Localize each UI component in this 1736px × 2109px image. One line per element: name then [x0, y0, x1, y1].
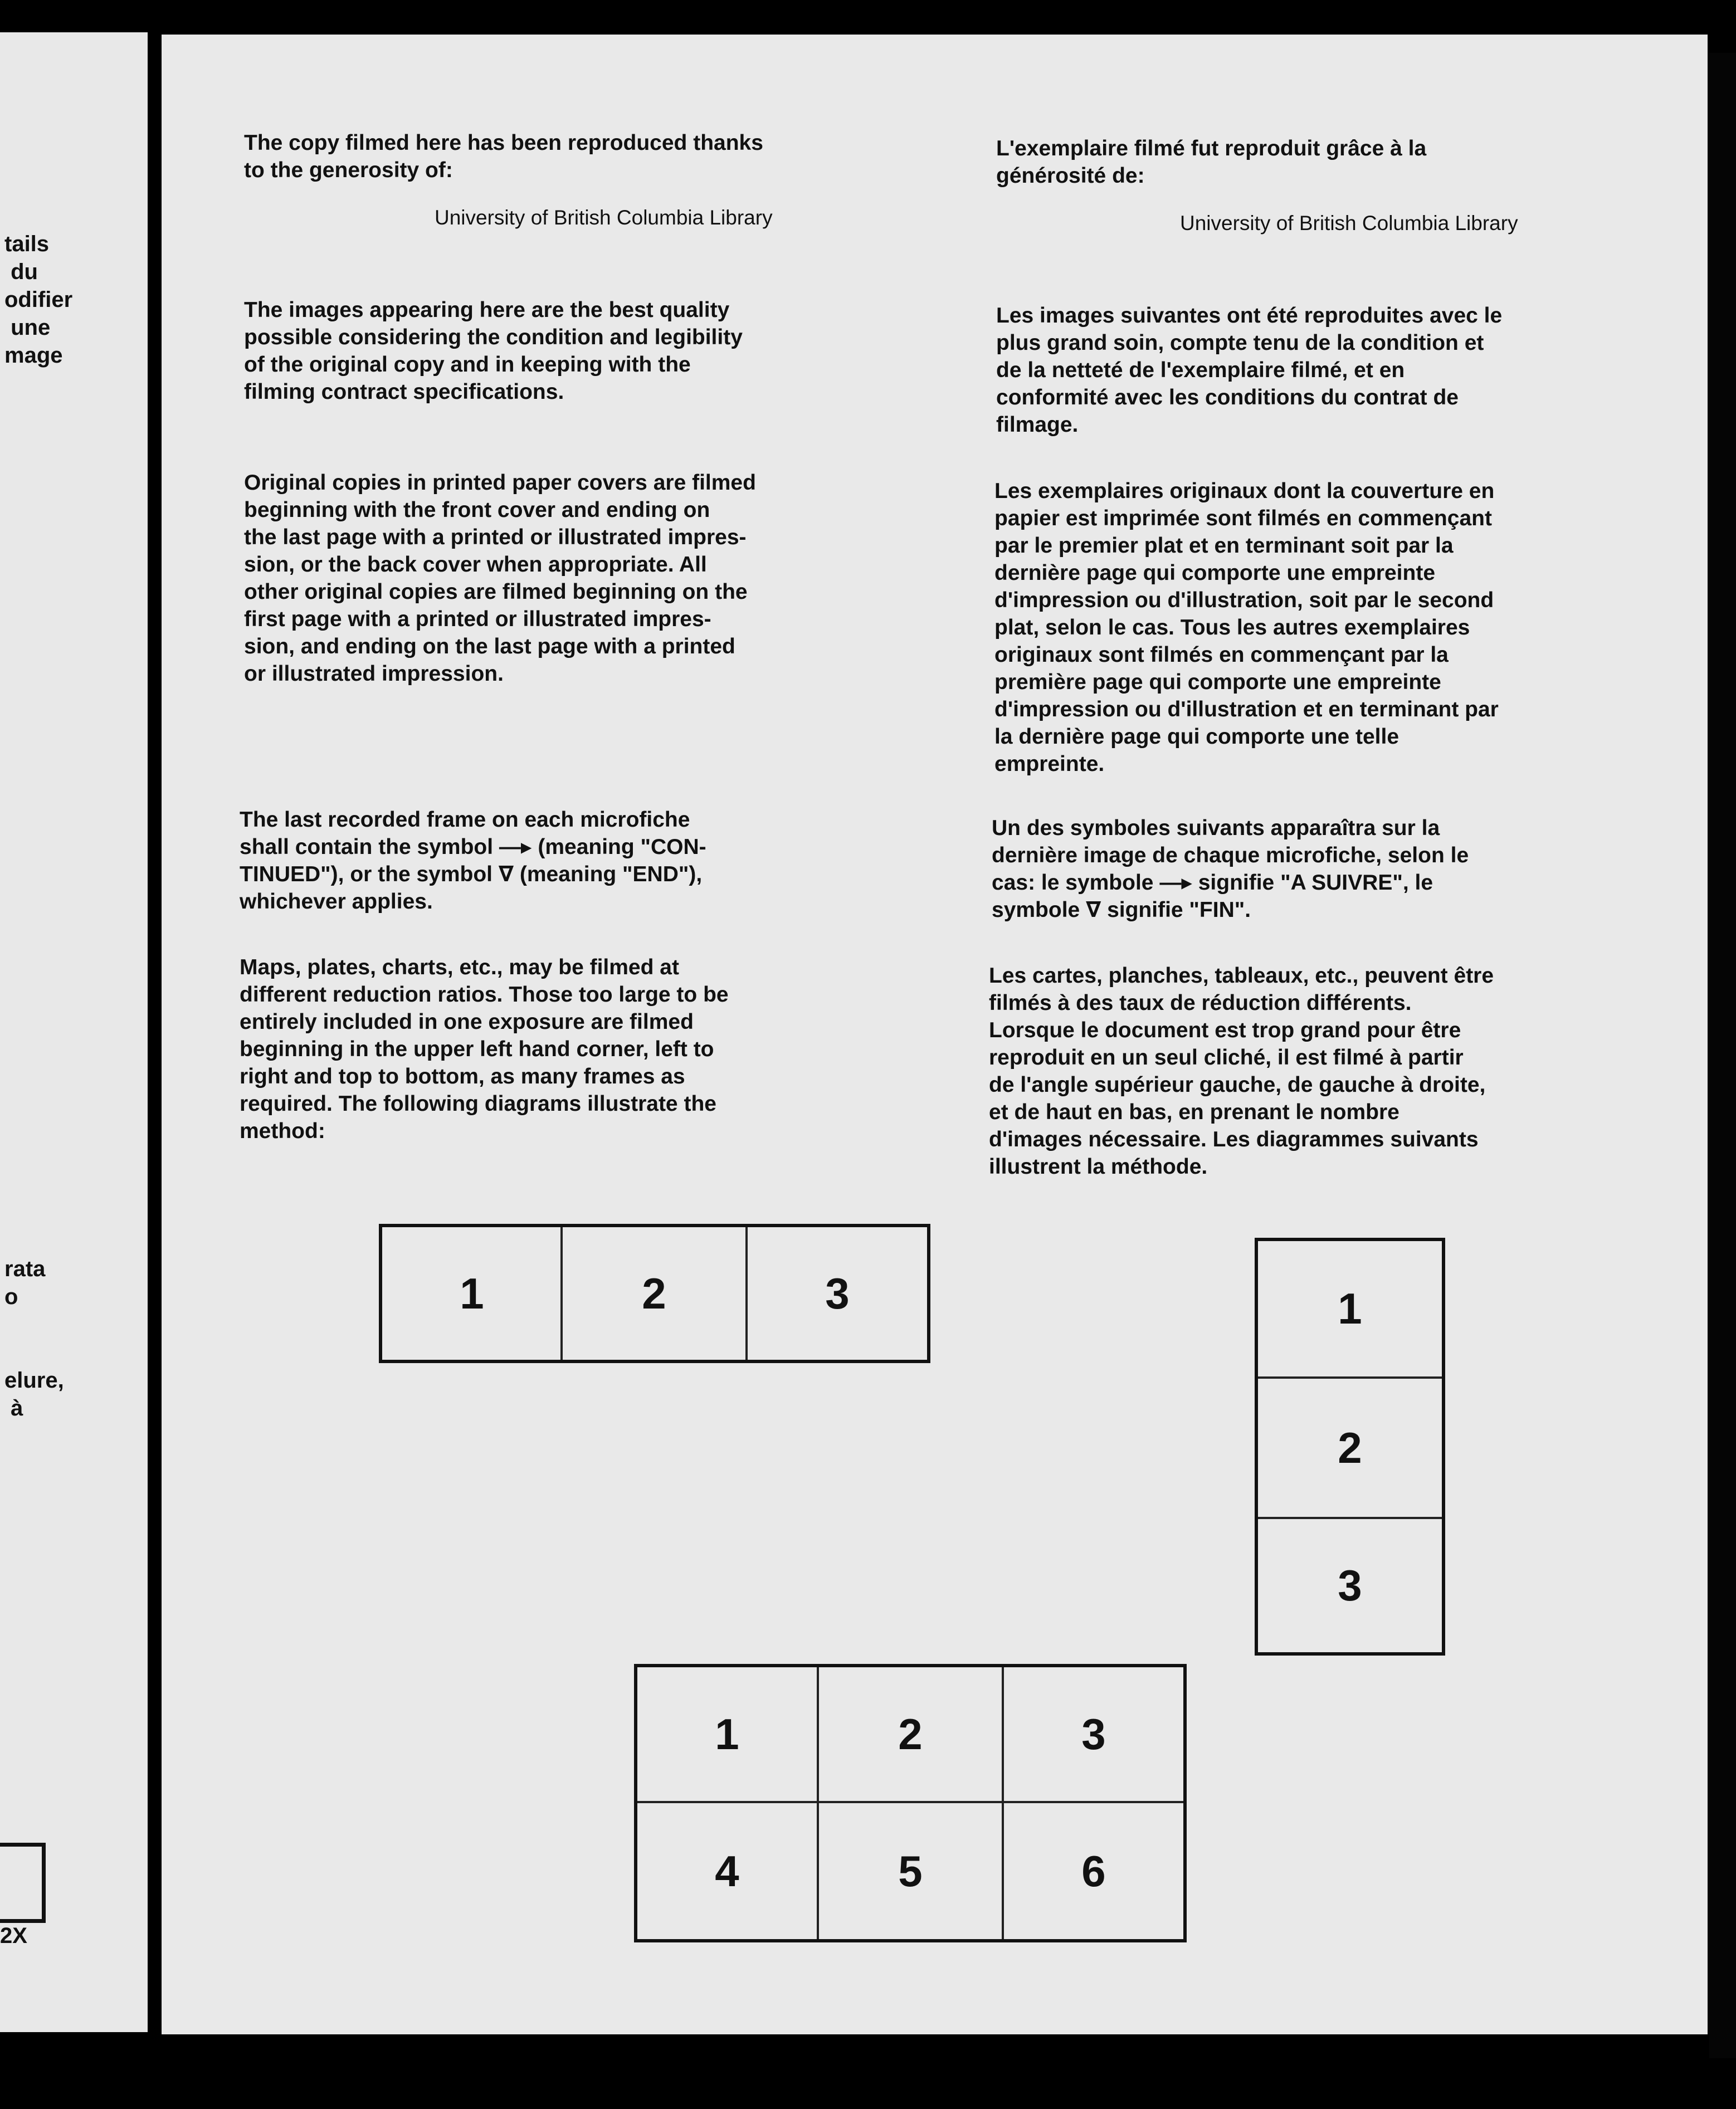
- left-fragment-text: mage: [4, 343, 63, 368]
- frame-cell: 3: [825, 1268, 850, 1318]
- frame-cell: 1: [460, 1268, 484, 1318]
- english-originals: Original copies in printed paper covers are filmed beginning with the front cover and ending on the last page with a printed or illustrated impres- sion, or the back cover when appropriate. All other original copies are filmed beginning on the first page with a printed or illustrated impres- sion, and ending on the last page with a printed or illustrated impression.: [244, 471, 756, 686]
- grid-diagram: [634, 1664, 1187, 1942]
- frame-cell: 1: [1338, 1284, 1362, 1333]
- english-maps: Maps, plates, charts, etc., may be filmed at different reduction ratios. Those too large to be entirely included in one exposure are filmed beginning in the upper left hand corner, left to right and top to bottom, as many frames as required. The following diagrams illustrate the method:: [240, 955, 729, 1143]
- french-quality: Les images suivantes ont été reproduites avec le plus grand soin, compte tenu de la condition et de la netteté de l'exemplaire filmé, et en conformité avec les conditions du contrat de filmage.: [996, 304, 1503, 437]
- french-maps: Les cartes, planches, tableaux, etc., peuvent être filmés à des taux de réduction différents. Lorsque le document est trop grand pour être reproduit en un seul cliché, il est filmé à partir de l'angle supérieur gauche, de gauche à droite, et de haut en bas, en prenant le nombre d'images nécessaire. Les diagrammes suivants illustrent la méthode.: [989, 964, 1494, 1179]
- english-symbols: The last recorded frame on each microfiche shall contain the symbol —▸ (meaning "CON- TINUED"), or the symbol ∇ (meaning "END"), whichever applies.: [240, 808, 706, 914]
- english-library-name: University of British Columbia Library: [435, 206, 773, 229]
- english-thanks: The copy filmed here has been reproduced thanks to the generosity of:: [244, 131, 763, 182]
- left-fragment-text: à: [4, 1396, 23, 1420]
- french-originals: Les exemplaires originaux dont la couverture en papier est imprimée sont filmés en commençant par le premier plat et en terminant soit par la dernière page qui comporte une empreinte d'impression ou d'illustration, soit par le second plat, selon le cas. Tous les autres exemplaires originaux sont filmés en commençant par la première page qui comporte une empreinte d'impression ou d'illustration et en terminant par la dernière page qui comporte une telle empreinte.: [994, 479, 1499, 776]
- left-fragment-text: o: [4, 1285, 18, 1309]
- frame-cell: 2: [1338, 1423, 1362, 1472]
- left-frame-box: [0, 1843, 46, 1923]
- frame-cell: 3: [1081, 1709, 1106, 1759]
- french-thanks: L'exemplaire filmé fut reproduit grâce à la générosité de:: [996, 136, 1427, 188]
- left-fragment-text: tails: [4, 232, 50, 256]
- left-fragment-text: une: [4, 315, 51, 340]
- french-symbols: Un des symboles suivants apparaîtra sur la dernière image de chaque microfiche, selon le cas: le symbole —▸ signifie "A SUIVRE", le symbole ∇ signifie "FIN".: [992, 816, 1469, 922]
- column-diagram: [1255, 1238, 1445, 1656]
- left-reduction-label: 2X: [0, 1924, 27, 1948]
- english-quality: The images appearing here are the best quality possible considering the condition and legibility of the original copy and in keeping with the filming contract specifications.: [244, 298, 743, 404]
- left-fragment-text: elure,: [4, 1368, 64, 1393]
- row-diagram: [379, 1224, 930, 1363]
- frame-cell: 6: [1081, 1846, 1106, 1896]
- frame-cell: 2: [642, 1268, 666, 1318]
- left-fragment-text: odifier: [4, 287, 73, 312]
- frame-cell: 5: [898, 1846, 923, 1896]
- french-library-name: University of British Columbia Library: [1180, 212, 1518, 235]
- page-edge-shadow: [1709, 53, 1736, 2058]
- frame-cell: 4: [715, 1846, 739, 1896]
- frame-cell: 1: [715, 1709, 739, 1759]
- left-fragment-text: rata: [4, 1257, 46, 1281]
- frame-cell: 2: [898, 1709, 923, 1759]
- frame-cell: 3: [1338, 1561, 1362, 1610]
- right-page: [162, 35, 1708, 2034]
- left-page-fragment: [0, 32, 148, 2032]
- left-fragment-text: du: [4, 260, 38, 284]
